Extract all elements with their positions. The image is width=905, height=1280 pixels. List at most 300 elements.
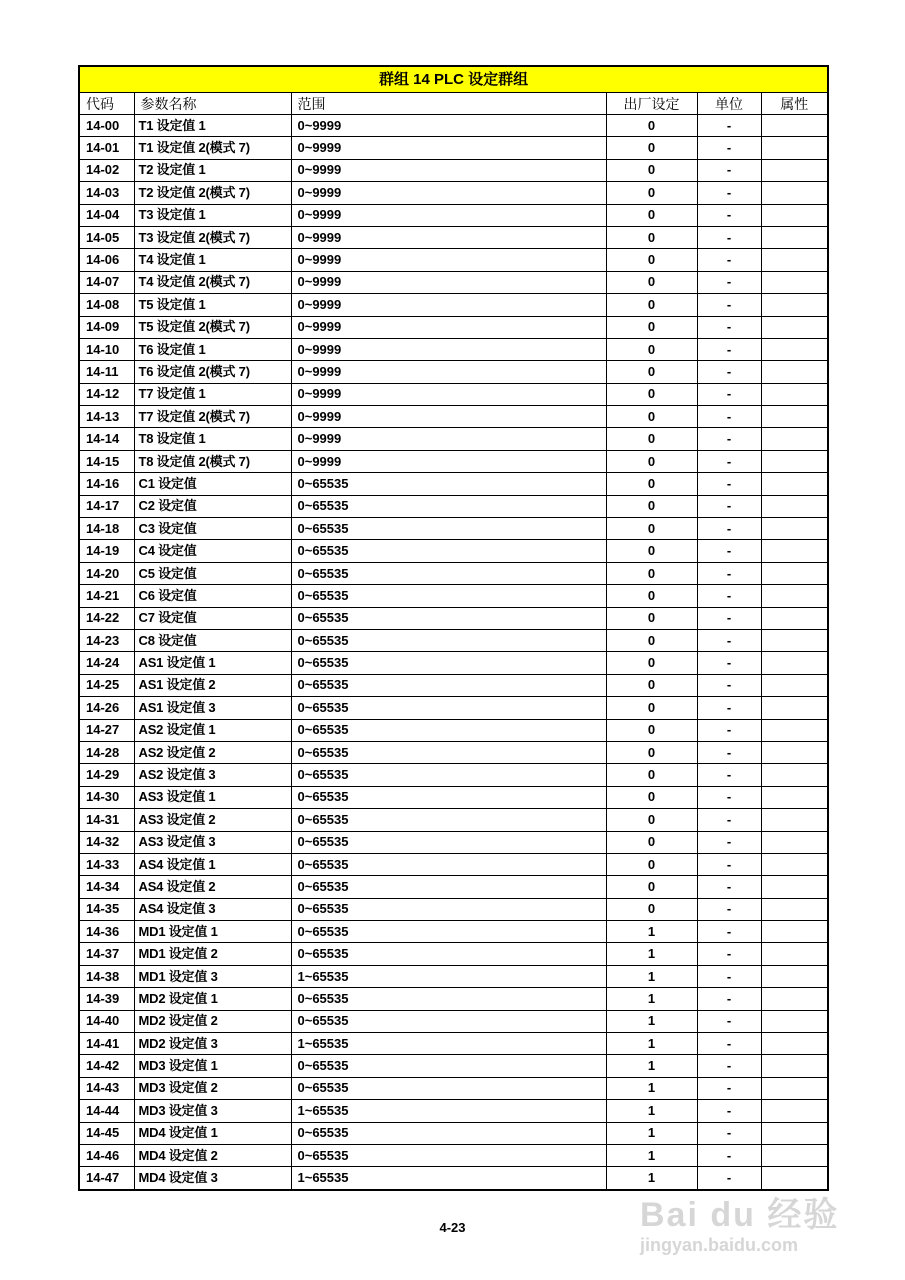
code-cell: 14-41 xyxy=(79,1033,134,1055)
unit-cell: - xyxy=(697,361,761,383)
unit-cell: - xyxy=(697,338,761,360)
attribute-cell xyxy=(761,697,828,719)
table-row xyxy=(79,898,828,920)
name-cell: T6 设定值 2(模式 7) xyxy=(134,361,291,383)
attribute-cell xyxy=(761,585,828,607)
table-row xyxy=(79,741,828,763)
range-cell: 0~9999 xyxy=(291,450,606,472)
default-cell: 0 xyxy=(606,562,697,584)
range-cell: 0~65535 xyxy=(291,629,606,651)
unit-cell: - xyxy=(697,943,761,965)
default-cell: 0 xyxy=(606,540,697,562)
default-cell: 0 xyxy=(606,159,697,181)
range-cell: 1~65535 xyxy=(291,1167,606,1190)
code-cell: 14-00 xyxy=(79,115,134,137)
range-cell: 0~65535 xyxy=(291,473,606,495)
range-cell: 0~9999 xyxy=(291,316,606,338)
default-cell: 0 xyxy=(606,741,697,763)
attribute-cell xyxy=(761,786,828,808)
default-cell: 1 xyxy=(606,1055,697,1077)
default-cell: 0 xyxy=(606,473,697,495)
code-cell: 14-13 xyxy=(79,406,134,428)
range-cell: 0~65535 xyxy=(291,1144,606,1166)
range-cell: 0~9999 xyxy=(291,361,606,383)
table-row xyxy=(79,831,828,853)
range-cell: 0~65535 xyxy=(291,741,606,763)
attribute-cell xyxy=(761,741,828,763)
attribute-cell xyxy=(761,764,828,786)
code-cell: 14-11 xyxy=(79,361,134,383)
table-row xyxy=(79,271,828,293)
default-cell: 0 xyxy=(606,764,697,786)
attribute-cell xyxy=(761,473,828,495)
default-cell: 0 xyxy=(606,853,697,875)
name-cell: T7 设定值 2(模式 7) xyxy=(134,406,291,428)
table-row xyxy=(79,137,828,159)
unit-cell: - xyxy=(697,965,761,987)
range-cell: 0~9999 xyxy=(291,115,606,137)
default-cell: 0 xyxy=(606,338,697,360)
code-cell: 14-45 xyxy=(79,1122,134,1144)
range-cell: 0~9999 xyxy=(291,271,606,293)
range-cell: 1~65535 xyxy=(291,1033,606,1055)
code-cell: 14-26 xyxy=(79,697,134,719)
default-cell: 0 xyxy=(606,518,697,540)
range-cell: 0~65535 xyxy=(291,607,606,629)
table-row xyxy=(79,562,828,584)
table-row xyxy=(79,1100,828,1122)
unit-cell: - xyxy=(697,383,761,405)
table-title-row xyxy=(79,66,828,93)
table-row xyxy=(79,764,828,786)
code-cell: 14-22 xyxy=(79,607,134,629)
default-cell: 1 xyxy=(606,1167,697,1190)
unit-cell: - xyxy=(697,226,761,248)
watermark-url: jingyan.baidu.com xyxy=(640,1235,799,1255)
code-cell: 14-24 xyxy=(79,652,134,674)
code-cell: 14-02 xyxy=(79,159,134,181)
name-cell: AS3 设定值 3 xyxy=(134,831,291,853)
range-cell: 0~9999 xyxy=(291,406,606,428)
table-row xyxy=(79,361,828,383)
watermark-brand: Bai du 经验 xyxy=(640,1196,840,1234)
code-cell: 14-32 xyxy=(79,831,134,853)
name-cell: AS4 设定值 1 xyxy=(134,853,291,875)
name-cell: MD1 设定值 1 xyxy=(134,921,291,943)
table-row xyxy=(79,428,828,450)
name-cell: T6 设定值 1 xyxy=(134,338,291,360)
name-cell: T3 设定值 1 xyxy=(134,204,291,226)
attribute-cell xyxy=(761,1122,828,1144)
name-cell: MD3 设定值 2 xyxy=(134,1077,291,1099)
range-cell: 0~65535 xyxy=(291,921,606,943)
range-cell: 0~65535 xyxy=(291,1077,606,1099)
range-cell: 0~9999 xyxy=(291,182,606,204)
attribute-cell xyxy=(761,1167,828,1190)
default-cell: 1 xyxy=(606,1010,697,1032)
code-cell: 14-17 xyxy=(79,495,134,517)
range-cell: 0~65535 xyxy=(291,1122,606,1144)
range-cell: 0~9999 xyxy=(291,204,606,226)
table-row xyxy=(79,585,828,607)
default-cell: 0 xyxy=(606,428,697,450)
range-cell: 0~65535 xyxy=(291,540,606,562)
unit-cell: - xyxy=(697,115,761,137)
name-cell: C5 设定值 xyxy=(134,562,291,584)
name-cell: MD1 设定值 3 xyxy=(134,965,291,987)
range-cell: 0~65535 xyxy=(291,1010,606,1032)
code-cell: 14-37 xyxy=(79,943,134,965)
table-row xyxy=(79,383,828,405)
default-cell: 0 xyxy=(606,182,697,204)
default-cell: 1 xyxy=(606,965,697,987)
unit-cell: - xyxy=(697,831,761,853)
range-cell: 0~65535 xyxy=(291,764,606,786)
attribute-cell xyxy=(761,495,828,517)
attribute-cell xyxy=(761,1055,828,1077)
attribute-cell xyxy=(761,1077,828,1099)
default-cell: 0 xyxy=(606,719,697,741)
parameter-table xyxy=(78,65,829,1191)
attribute-cell xyxy=(761,719,828,741)
unit-cell: - xyxy=(697,1010,761,1032)
attribute-cell xyxy=(761,607,828,629)
name-cell: AS4 设定值 2 xyxy=(134,876,291,898)
unit-cell: - xyxy=(697,719,761,741)
code-cell: 14-16 xyxy=(79,473,134,495)
attribute-cell xyxy=(761,271,828,293)
name-cell: C3 设定值 xyxy=(134,518,291,540)
range-cell: 1~65535 xyxy=(291,1100,606,1122)
range-cell: 0~65535 xyxy=(291,719,606,741)
table-row xyxy=(79,540,828,562)
code-cell: 14-19 xyxy=(79,540,134,562)
table-row xyxy=(79,204,828,226)
table-row xyxy=(79,450,828,472)
unit-cell: - xyxy=(697,1033,761,1055)
unit-cell: - xyxy=(697,294,761,316)
unit-cell: - xyxy=(697,1100,761,1122)
unit-cell: - xyxy=(697,853,761,875)
name-cell: C6 设定值 xyxy=(134,585,291,607)
attribute-cell xyxy=(761,988,828,1010)
name-cell: AS1 设定值 2 xyxy=(134,674,291,696)
code-cell: 14-33 xyxy=(79,853,134,875)
attribute-cell xyxy=(761,406,828,428)
default-cell: 0 xyxy=(606,876,697,898)
name-cell: T4 设定值 1 xyxy=(134,249,291,271)
range-cell: 0~65535 xyxy=(291,831,606,853)
unit-cell: - xyxy=(697,316,761,338)
table-row xyxy=(79,473,828,495)
unit-cell: - xyxy=(697,473,761,495)
header-unit: 单位 xyxy=(697,93,761,115)
table-row xyxy=(79,294,828,316)
code-cell: 14-07 xyxy=(79,271,134,293)
code-cell: 14-09 xyxy=(79,316,134,338)
attribute-cell xyxy=(761,338,828,360)
table-row xyxy=(79,316,828,338)
attribute-cell xyxy=(761,965,828,987)
default-cell: 0 xyxy=(606,137,697,159)
attribute-cell xyxy=(761,115,828,137)
unit-cell: - xyxy=(697,540,761,562)
attribute-cell xyxy=(761,562,828,584)
code-cell: 14-40 xyxy=(79,1010,134,1032)
range-cell: 0~9999 xyxy=(291,159,606,181)
table-row xyxy=(79,809,828,831)
name-cell: T4 设定值 2(模式 7) xyxy=(134,271,291,293)
code-cell: 14-04 xyxy=(79,204,134,226)
name-cell: T7 设定值 1 xyxy=(134,383,291,405)
attribute-cell xyxy=(761,316,828,338)
unit-cell: - xyxy=(697,921,761,943)
header-default: 出厂设定 xyxy=(606,93,697,115)
code-cell: 14-44 xyxy=(79,1100,134,1122)
unit-cell: - xyxy=(697,159,761,181)
unit-cell: - xyxy=(697,809,761,831)
attribute-cell xyxy=(761,226,828,248)
range-cell: 0~65535 xyxy=(291,853,606,875)
table-row xyxy=(79,1055,828,1077)
table-row xyxy=(79,182,828,204)
range-cell: 0~9999 xyxy=(291,428,606,450)
page-number: 4-23 xyxy=(439,1220,466,1235)
unit-cell: - xyxy=(697,764,761,786)
range-cell: 1~65535 xyxy=(291,965,606,987)
unit-cell: - xyxy=(697,1077,761,1099)
range-cell: 0~65535 xyxy=(291,786,606,808)
code-cell: 14-35 xyxy=(79,898,134,920)
code-cell: 14-28 xyxy=(79,741,134,763)
unit-cell: - xyxy=(697,518,761,540)
range-cell: 0~9999 xyxy=(291,226,606,248)
table-row xyxy=(79,1122,828,1144)
attribute-cell xyxy=(761,1033,828,1055)
table-row xyxy=(79,249,828,271)
range-cell: 0~65535 xyxy=(291,697,606,719)
attribute-cell xyxy=(761,1144,828,1166)
default-cell: 1 xyxy=(606,943,697,965)
attribute-cell xyxy=(761,876,828,898)
range-cell: 0~65535 xyxy=(291,876,606,898)
table-row xyxy=(79,1077,828,1099)
attribute-cell xyxy=(761,294,828,316)
unit-cell: - xyxy=(697,1144,761,1166)
range-cell: 0~65535 xyxy=(291,898,606,920)
range-cell: 0~65535 xyxy=(291,562,606,584)
code-cell: 14-39 xyxy=(79,988,134,1010)
default-cell: 0 xyxy=(606,271,697,293)
code-cell: 14-42 xyxy=(79,1055,134,1077)
unit-cell: - xyxy=(697,741,761,763)
attribute-cell xyxy=(761,137,828,159)
default-cell: 0 xyxy=(606,495,697,517)
code-cell: 14-03 xyxy=(79,182,134,204)
default-cell: 0 xyxy=(606,697,697,719)
table-row xyxy=(79,652,828,674)
header-code: 代码 xyxy=(79,93,134,115)
code-cell: 14-29 xyxy=(79,764,134,786)
code-cell: 14-43 xyxy=(79,1077,134,1099)
default-cell: 0 xyxy=(606,674,697,696)
unit-cell: - xyxy=(697,585,761,607)
name-cell: C2 设定值 xyxy=(134,495,291,517)
attribute-cell xyxy=(761,428,828,450)
code-cell: 14-38 xyxy=(79,965,134,987)
default-cell: 0 xyxy=(606,585,697,607)
code-cell: 14-08 xyxy=(79,294,134,316)
table-row xyxy=(79,697,828,719)
unit-cell: - xyxy=(697,898,761,920)
table-row xyxy=(79,1144,828,1166)
code-cell: 14-15 xyxy=(79,450,134,472)
default-cell: 1 xyxy=(606,1077,697,1099)
code-cell: 14-30 xyxy=(79,786,134,808)
attribute-cell xyxy=(761,831,828,853)
table-row xyxy=(79,607,828,629)
range-cell: 0~65535 xyxy=(291,943,606,965)
default-cell: 0 xyxy=(606,652,697,674)
header-attribute: 属性 xyxy=(761,93,828,115)
table-row xyxy=(79,1010,828,1032)
table-row xyxy=(79,159,828,181)
range-cell: 0~9999 xyxy=(291,249,606,271)
default-cell: 1 xyxy=(606,988,697,1010)
default-cell: 0 xyxy=(606,115,697,137)
unit-cell: - xyxy=(697,988,761,1010)
table-row xyxy=(79,518,828,540)
default-cell: 1 xyxy=(606,921,697,943)
range-cell: 0~9999 xyxy=(291,294,606,316)
name-cell: T8 设定值 1 xyxy=(134,428,291,450)
attribute-cell xyxy=(761,898,828,920)
unit-cell: - xyxy=(697,607,761,629)
name-cell: T5 设定值 1 xyxy=(134,294,291,316)
name-cell: AS1 设定值 3 xyxy=(134,697,291,719)
unit-cell: - xyxy=(697,1122,761,1144)
unit-cell: - xyxy=(697,406,761,428)
code-cell: 14-46 xyxy=(79,1144,134,1166)
code-cell: 14-21 xyxy=(79,585,134,607)
code-cell: 14-10 xyxy=(79,338,134,360)
unit-cell: - xyxy=(697,137,761,159)
table-row xyxy=(79,853,828,875)
code-cell: 14-25 xyxy=(79,674,134,696)
name-cell: T8 设定值 2(模式 7) xyxy=(134,450,291,472)
code-cell: 14-14 xyxy=(79,428,134,450)
attribute-cell xyxy=(761,249,828,271)
name-cell: MD2 设定值 3 xyxy=(134,1033,291,1055)
default-cell: 0 xyxy=(606,361,697,383)
name-cell: T3 设定值 2(模式 7) xyxy=(134,226,291,248)
attribute-cell xyxy=(761,1100,828,1122)
range-cell: 0~65535 xyxy=(291,988,606,1010)
default-cell: 0 xyxy=(606,786,697,808)
unit-cell: - xyxy=(697,428,761,450)
table-row xyxy=(79,786,828,808)
attribute-cell xyxy=(761,853,828,875)
unit-cell: - xyxy=(697,204,761,226)
name-cell: AS2 设定值 3 xyxy=(134,764,291,786)
table-row xyxy=(79,406,828,428)
default-cell: 1 xyxy=(606,1033,697,1055)
attribute-cell xyxy=(761,361,828,383)
default-cell: 1 xyxy=(606,1122,697,1144)
range-cell: 0~65535 xyxy=(291,518,606,540)
code-cell: 14-47 xyxy=(79,1167,134,1190)
code-cell: 14-06 xyxy=(79,249,134,271)
attribute-cell xyxy=(761,921,828,943)
table-row xyxy=(79,1033,828,1055)
code-cell: 14-36 xyxy=(79,921,134,943)
unit-cell: - xyxy=(697,697,761,719)
name-cell: MD1 设定值 2 xyxy=(134,943,291,965)
table-row xyxy=(79,921,828,943)
default-cell: 0 xyxy=(606,294,697,316)
table-row xyxy=(79,115,828,137)
attribute-cell xyxy=(761,540,828,562)
name-cell: AS4 设定值 3 xyxy=(134,898,291,920)
unit-cell: - xyxy=(697,876,761,898)
range-cell: 0~65535 xyxy=(291,652,606,674)
attribute-cell xyxy=(761,652,828,674)
name-cell: C7 设定值 xyxy=(134,607,291,629)
attribute-cell xyxy=(761,674,828,696)
unit-cell: - xyxy=(697,271,761,293)
name-cell: AS2 设定值 2 xyxy=(134,741,291,763)
unit-cell: - xyxy=(697,1167,761,1190)
default-cell: 0 xyxy=(606,249,697,271)
range-cell: 0~9999 xyxy=(291,383,606,405)
default-cell: 0 xyxy=(606,204,697,226)
name-cell: MD4 设定值 2 xyxy=(134,1144,291,1166)
name-cell: T2 设定值 2(模式 7) xyxy=(134,182,291,204)
name-cell: MD3 设定值 1 xyxy=(134,1055,291,1077)
table-title: 群组 14 PLC 设定群组 xyxy=(79,66,828,93)
unit-cell: - xyxy=(697,652,761,674)
name-cell: T2 设定值 1 xyxy=(134,159,291,181)
default-cell: 0 xyxy=(606,809,697,831)
attribute-cell xyxy=(761,943,828,965)
unit-cell: - xyxy=(697,629,761,651)
table-row xyxy=(79,495,828,517)
name-cell: C4 设定值 xyxy=(134,540,291,562)
code-cell: 14-34 xyxy=(79,876,134,898)
table-row xyxy=(79,338,828,360)
name-cell: AS3 设定值 1 xyxy=(134,786,291,808)
default-cell: 0 xyxy=(606,607,697,629)
name-cell: C1 设定值 xyxy=(134,473,291,495)
header-range: 范围 xyxy=(291,93,606,115)
default-cell: 0 xyxy=(606,406,697,428)
range-cell: 0~65535 xyxy=(291,674,606,696)
unit-cell: - xyxy=(697,1055,761,1077)
unit-cell: - xyxy=(697,495,761,517)
table-row xyxy=(79,988,828,1010)
table-row xyxy=(79,719,828,741)
attribute-cell xyxy=(761,383,828,405)
default-cell: 1 xyxy=(606,1144,697,1166)
header-name: 参数名称 xyxy=(134,93,291,115)
range-cell: 0~9999 xyxy=(291,338,606,360)
table-row xyxy=(79,876,828,898)
name-cell: C8 设定值 xyxy=(134,629,291,651)
code-cell: 14-27 xyxy=(79,719,134,741)
range-cell: 0~65535 xyxy=(291,585,606,607)
name-cell: T5 设定值 2(模式 7) xyxy=(134,316,291,338)
table-row xyxy=(79,943,828,965)
